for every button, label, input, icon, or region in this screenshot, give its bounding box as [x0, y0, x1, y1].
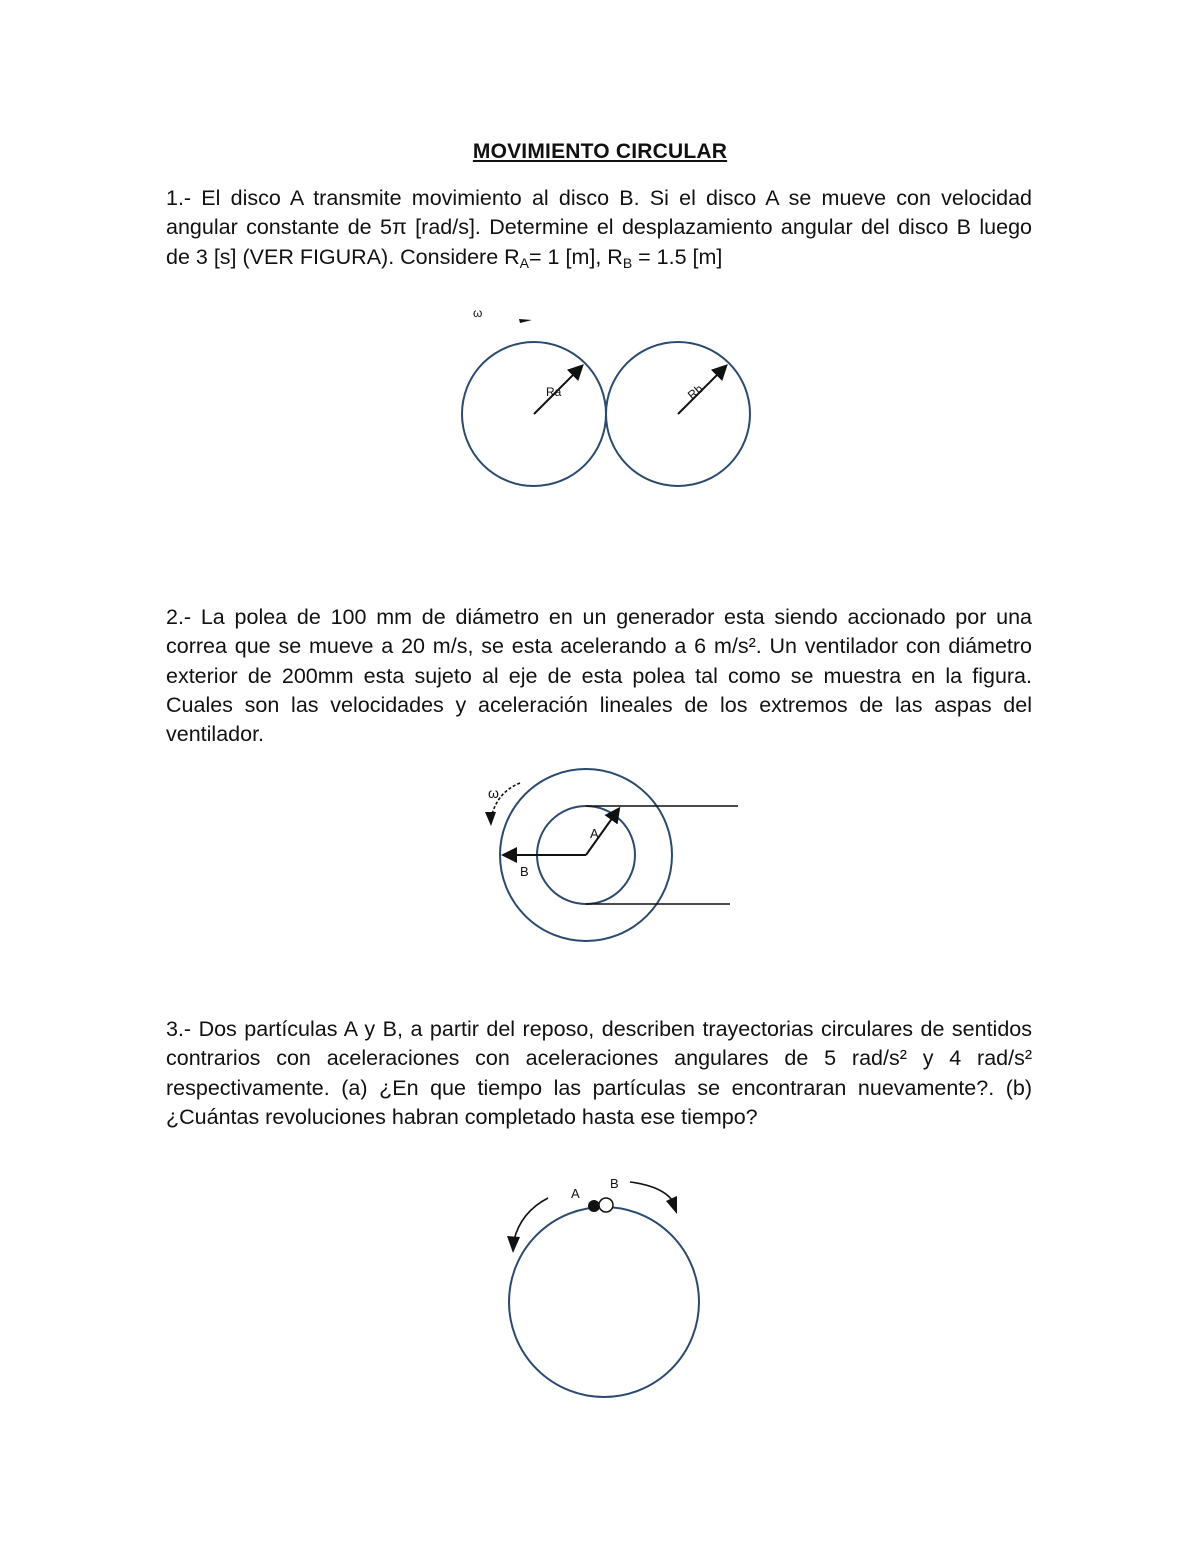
page-title: MOVIMIENTO CIRCULAR: [472, 140, 728, 163]
arrow-right-icon: [666, 1196, 677, 1214]
rotation-arrow-icon: [519, 319, 532, 323]
arrow-left-icon: [507, 1236, 520, 1253]
radius-a-label: Ra: [546, 385, 562, 399]
arc-right: [630, 1182, 672, 1200]
figure-1-two-discs: [0, 290, 1200, 500]
omega-label: ω: [488, 785, 499, 801]
label-b: B: [610, 1176, 619, 1191]
particle-b: [599, 1198, 613, 1212]
label-a: A: [571, 1186, 580, 1201]
trajectory-circle: [509, 1207, 699, 1397]
rotation-arrow-icon: [485, 812, 496, 826]
problem-1-text: [166, 184, 1032, 274]
omega-label: ω: [473, 306, 483, 320]
figure-3-particles: [0, 1165, 1200, 1405]
subscript-a: A: [519, 254, 530, 271]
label-b: B: [520, 864, 529, 879]
problem-2-text: 2.- La polea de 100 mm de diámetro en un generador esta siendo accionado por una correa que se mueve a 20 m/s, se esta acelerando a 6 m/s². Un ventilador con diámetro exterior de 200mm esta sujeto al eje de esta polea tal como se muestra en la figura. Cuales son las velocidades y aceleración lineales de los extremos de las aspas del ventilador.: [166, 605, 1032, 747]
subscript-b: B: [622, 254, 633, 271]
figure-2-pulley-fan: [0, 760, 1200, 960]
label-a: A: [590, 826, 599, 841]
problem-3-text: 3.- Dos partículas A y B, a partir del reposo, describen trayectorias circulares de sentidos contrarios con aceleraciones con aceleraciones angulares de 5 rad/s² y 4 rad/s² respectivamente. (a) ¿En que tiempo las partículas se encontraran nuevamente?. (b) ¿Cuántas revoluciones habran completado hasta ese tiempo?: [166, 1017, 1032, 1129]
problem-1-mid: = 1 [m], R: [529, 244, 623, 269]
particle-a: [588, 1200, 600, 1212]
radius-b-label: Rb: [684, 381, 706, 403]
arc-left: [514, 1198, 548, 1240]
problem-1-end: = 1.5 [m]: [632, 244, 723, 269]
problem-1-main: 1.- El disco A transmite movimiento al disco B. Si el disco A se mueve con velocidad angular constante de 5π [rad/s]. Determine el desplazamiento angular del disco B luego de 3 [s] (VER FIGURA). Considere R: [166, 186, 1032, 269]
